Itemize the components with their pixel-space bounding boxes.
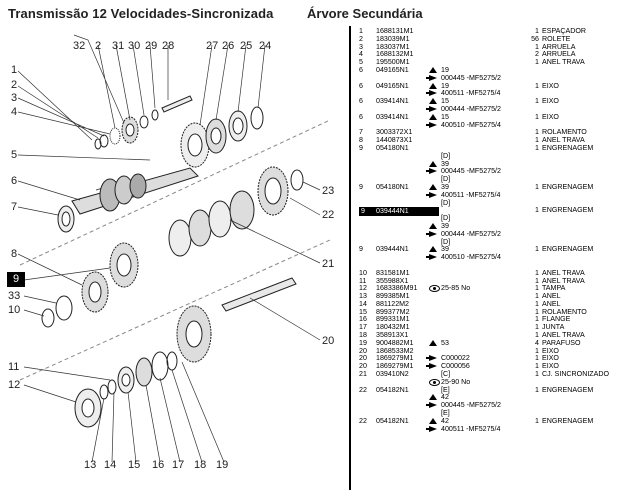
part-number: 899385M1 xyxy=(376,292,410,301)
part-number: 049165N1 xyxy=(376,81,409,90)
eye-icon xyxy=(429,379,440,386)
part-ref: 20 xyxy=(359,346,367,355)
callout-18[interactable]: 18 xyxy=(194,459,207,471)
callout-14[interactable]: 14 xyxy=(104,459,117,471)
part-number: 054180N1 xyxy=(376,143,409,152)
callout-2[interactable]: 2 xyxy=(95,40,102,52)
part-description: EIXO xyxy=(542,112,559,121)
parts-list-row[interactable] xyxy=(359,254,626,262)
callout-6[interactable]: 6 xyxy=(11,175,18,187)
part-number: 180432M1 xyxy=(376,323,410,332)
part-note: 39 xyxy=(441,182,449,191)
part-number: 195500M1 xyxy=(376,58,410,67)
part-number: 039414N1 xyxy=(376,97,409,106)
part-description: ARRUELA xyxy=(542,50,576,59)
part-qty: 1 xyxy=(535,136,539,145)
part-qty: 1 xyxy=(535,307,539,316)
kit-triangle-icon xyxy=(429,114,437,120)
gear-8[interactable] xyxy=(82,272,108,312)
callout-13[interactable]: 13 xyxy=(84,459,97,471)
ring-13[interactable] xyxy=(100,385,108,399)
part-ref: 22 xyxy=(359,385,367,394)
part-number: 039410N2 xyxy=(376,370,409,379)
part-ref: 9 xyxy=(359,143,363,152)
part-number: 899331M1 xyxy=(376,315,410,324)
part-note: C000056 xyxy=(441,362,470,371)
ring-23[interactable] xyxy=(291,170,303,190)
spacer-28[interactable] xyxy=(162,96,192,112)
callout-28[interactable]: 28 xyxy=(162,40,175,52)
part-description: EIXO xyxy=(542,97,559,106)
callout-24[interactable]: 24 xyxy=(259,40,272,52)
bearing-25[interactable] xyxy=(229,111,247,141)
part-qty: 2 xyxy=(535,50,539,59)
part-ref: 19 xyxy=(359,338,367,347)
part-note: 400510 -MF5275/4 xyxy=(441,253,501,262)
part-qty: 1 xyxy=(535,323,539,332)
callout-31[interactable]: 31 xyxy=(112,40,125,52)
part-description: ENGRENAGEM xyxy=(542,385,594,394)
callout-22[interactable]: 22 xyxy=(322,209,335,221)
part-number: 355988X1 xyxy=(376,276,409,285)
parts-list-row[interactable] xyxy=(359,231,626,239)
part-description: ANEL TRAVA xyxy=(542,268,585,277)
part-number: 054182N1 xyxy=(376,416,409,425)
kit-triangle-icon xyxy=(429,394,437,400)
synchro-21[interactable] xyxy=(169,191,254,256)
part-note: 000444 -MF5275/2 xyxy=(441,229,501,238)
arrow-right-icon xyxy=(429,355,437,361)
part-qty: 1 xyxy=(535,97,539,106)
part-qty: 1 xyxy=(535,299,539,308)
page-title: Transmissão 12 Velocidades-Sincronizada xyxy=(8,6,274,21)
part-qty: 1 xyxy=(535,370,539,379)
arrow-right-icon xyxy=(429,168,437,174)
kit-triangle-icon xyxy=(429,340,437,346)
main-shaft-20[interactable] xyxy=(177,278,296,362)
part-note: 000444 -MF5275/2 xyxy=(441,104,501,113)
kit-triangle-icon xyxy=(429,98,437,104)
part-ref: 10 xyxy=(359,268,367,277)
part-number: 054180N1 xyxy=(376,182,409,191)
part-variant-code: [D] xyxy=(441,175,451,184)
part-note: 400511 -MF5275/4 xyxy=(441,89,501,98)
part-note: 15 xyxy=(441,97,449,106)
part-description: ENGRENAGEM xyxy=(542,182,594,191)
parts-list-row[interactable] xyxy=(359,168,626,176)
part-qty: 1 xyxy=(535,416,539,425)
parts-list-row[interactable] xyxy=(359,371,626,379)
callout-30[interactable]: 30 xyxy=(128,40,141,52)
part-description: ROLETE xyxy=(542,34,571,43)
part-ref: 20 xyxy=(359,362,367,371)
part-ref: 9 xyxy=(359,182,363,191)
part-ref: 20 xyxy=(359,354,367,363)
part-number: 039414N1 xyxy=(376,112,409,121)
part-ref: 7 xyxy=(359,128,363,137)
part-variant-code: [E] xyxy=(441,385,450,394)
part-number: 1868533M2 xyxy=(376,346,414,355)
part-description: TAMPA xyxy=(542,284,566,293)
callout-25[interactable]: 25 xyxy=(240,40,253,52)
part-qty: 4 xyxy=(535,338,539,347)
part-ref: 3 xyxy=(359,42,363,51)
ring-18[interactable] xyxy=(167,352,177,370)
part-number: 831581M1 xyxy=(376,268,410,277)
arrow-right-icon xyxy=(429,75,437,81)
part-note: 39 xyxy=(441,221,449,230)
part-number: 1869279M1 xyxy=(376,362,414,371)
callout-8[interactable]: 8 xyxy=(11,248,18,260)
kit-triangle-icon xyxy=(429,83,437,89)
part-description: CJ. SINCRONIZADO xyxy=(542,370,609,379)
part-qty: 1 xyxy=(535,268,539,277)
part-ref: 4 xyxy=(359,50,363,59)
part-qty: 1 xyxy=(535,128,539,137)
part-number: 049165N1 xyxy=(376,65,409,74)
part-note: 39 xyxy=(441,159,449,168)
arrow-right-icon xyxy=(429,363,437,369)
parts-list xyxy=(359,28,626,433)
kit-triangle-icon xyxy=(429,246,437,252)
part-ref: 15 xyxy=(359,307,367,316)
washer-30[interactable] xyxy=(140,116,148,128)
part-variant-code: [D] xyxy=(441,214,451,223)
part-ref: 18 xyxy=(359,331,367,340)
callout-23[interactable]: 23 xyxy=(322,185,335,197)
part-qty: 1 xyxy=(535,58,539,67)
parts-list-row[interactable] xyxy=(359,207,626,215)
cover-12[interactable] xyxy=(75,389,101,427)
part-qty: 1 xyxy=(535,354,539,363)
arrow-right-icon xyxy=(429,231,437,237)
part-description: ENGRENAGEM xyxy=(542,245,594,254)
rollers-2[interactable] xyxy=(110,128,120,144)
kit-triangle-icon xyxy=(429,418,437,424)
part-variant-code: [D] xyxy=(441,151,451,160)
part-ref: 5 xyxy=(359,58,363,67)
part-number: 1688132M1 xyxy=(376,50,414,59)
part-note: 000445 -MF5275/2 xyxy=(441,401,501,410)
part-description: EIXO xyxy=(542,354,559,363)
callout-9-highlighted[interactable]: 9 xyxy=(7,272,25,287)
part-number: 358913X1 xyxy=(376,331,409,340)
part-ref: 2 xyxy=(359,34,363,43)
part-qty: 1 xyxy=(535,276,539,285)
part-note: 25-85 No xyxy=(441,284,471,293)
part-description: ROLAMENTO xyxy=(542,128,587,137)
callout-26[interactable]: 26 xyxy=(222,40,235,52)
part-number: 183039M1 xyxy=(376,34,410,43)
part-qty: 1 xyxy=(535,331,539,340)
part-note: C000022 xyxy=(441,354,470,363)
callout-33[interactable]: 33 xyxy=(8,290,21,302)
part-qty: 1 xyxy=(535,143,539,152)
part-description: FLANGE xyxy=(542,315,571,324)
part-description: ANEL TRAVA xyxy=(542,58,585,67)
part-variant-code: [C] xyxy=(441,370,451,379)
part-note: 000445 -MF5275/2 xyxy=(441,167,501,176)
part-number: 899377M2 xyxy=(376,307,410,316)
part-ref: 9 xyxy=(361,207,365,216)
part-description: ARRUELA xyxy=(542,42,576,51)
part-description: EIXO xyxy=(542,81,559,90)
part-description: JUNTA xyxy=(542,323,565,332)
callout-10[interactable]: 10 xyxy=(8,304,21,316)
column-divider xyxy=(349,26,351,490)
kit-triangle-icon xyxy=(429,223,437,229)
part-qty: 1 xyxy=(535,27,539,35)
part-ref: 8 xyxy=(359,136,363,145)
part-description: EIXO xyxy=(542,346,559,355)
part-number: 039444N1 xyxy=(376,245,409,254)
part-number: 1440873X1 xyxy=(376,136,413,145)
gear-22[interactable] xyxy=(258,167,288,215)
callout-19[interactable]: 19 xyxy=(216,459,229,471)
callout-15[interactable]: 15 xyxy=(128,459,141,471)
callout-5[interactable]: 5 xyxy=(11,149,18,161)
part-note: 400511 -MF5275/4 xyxy=(441,190,501,199)
parts-list-row[interactable] xyxy=(359,145,626,153)
part-note: 19 xyxy=(441,81,449,90)
ring-14[interactable] xyxy=(108,380,116,394)
callout-17[interactable]: 17 xyxy=(172,459,185,471)
ring-24[interactable] xyxy=(251,107,263,129)
bearing-15[interactable] xyxy=(118,367,134,393)
callout-29[interactable]: 29 xyxy=(145,40,158,52)
part-note: 53 xyxy=(441,338,449,347)
callout-3[interactable]: 3 xyxy=(11,92,18,104)
callout-2b[interactable]: 2 xyxy=(11,79,18,91)
gear-31[interactable] xyxy=(122,117,138,143)
parts-list-row[interactable] xyxy=(359,192,626,200)
part-description: ANEL xyxy=(542,299,561,308)
part-description: ANEL xyxy=(542,292,561,301)
part-qty: 56 xyxy=(531,34,539,43)
part-qty: 1 xyxy=(535,182,539,191)
gear-26[interactable] xyxy=(206,119,226,153)
gasket-17[interactable] xyxy=(152,352,168,380)
part-qty: 1 xyxy=(535,81,539,90)
callout-32[interactable]: 32 xyxy=(73,40,86,52)
part-description: ANEL TRAVA xyxy=(542,136,585,145)
part-ref: 11 xyxy=(359,276,367,285)
parts-list-row[interactable] xyxy=(359,426,626,434)
ring-33[interactable] xyxy=(56,296,72,320)
callout-1[interactable]: 1 xyxy=(11,64,18,76)
arrow-right-icon xyxy=(429,122,437,128)
arrow-right-icon xyxy=(429,106,437,112)
part-number: 1683386M91 xyxy=(376,284,418,293)
part-number: 1688131M1 xyxy=(376,27,414,35)
part-ref: 6 xyxy=(359,81,363,90)
part-variant-code: [D] xyxy=(441,198,451,207)
parts-list-row[interactable] xyxy=(359,153,626,161)
part-note: 19 xyxy=(441,65,449,74)
parts-list-row[interactable] xyxy=(359,402,626,410)
parts-list-row[interactable] xyxy=(359,215,626,223)
part-qty: 1 xyxy=(535,385,539,394)
callout-12[interactable]: 12 xyxy=(8,379,21,391)
part-qty: 1 xyxy=(535,42,539,51)
flange-16[interactable] xyxy=(136,358,152,386)
part-number: 183037M1 xyxy=(376,42,410,51)
part-ref: 6 xyxy=(359,65,363,74)
callout-27[interactable]: 27 xyxy=(206,40,219,52)
part-description: ESPAÇADOR xyxy=(542,27,587,35)
callout-7[interactable]: 7 xyxy=(11,201,18,213)
arrow-right-icon xyxy=(429,254,437,260)
part-variant-code: [E] xyxy=(441,409,450,418)
parts-list-row[interactable] xyxy=(359,387,626,395)
part-description: EIXO xyxy=(542,362,559,371)
part-note: 15 xyxy=(441,112,449,121)
part-number: 054182N1 xyxy=(376,385,409,394)
part-ref: 16 xyxy=(359,315,367,324)
part-qty: 1 xyxy=(535,292,539,301)
part-number: 3003372X1 xyxy=(376,128,413,137)
part-qty: 1 xyxy=(535,284,539,293)
callout-11[interactable]: 11 xyxy=(8,361,20,373)
part-qty: 1 xyxy=(535,346,539,355)
part-note: 400510 -MF5275/4 xyxy=(441,120,501,129)
part-description: PARAFUSO xyxy=(542,338,581,347)
gear-27[interactable] xyxy=(181,123,209,167)
part-variant-code: [D] xyxy=(441,237,451,246)
part-description: ENGRENAGEM xyxy=(542,206,594,215)
arrow-right-icon xyxy=(429,192,437,198)
part-ref: 6 xyxy=(359,112,363,121)
part-ref: 21 xyxy=(359,370,367,379)
eye-icon xyxy=(429,285,440,292)
part-ref: 1 xyxy=(359,27,363,35)
callout-16[interactable]: 16 xyxy=(152,459,165,471)
washer-29[interactable] xyxy=(152,110,158,120)
part-note: 42 xyxy=(441,416,449,425)
part-note: 25-90 No xyxy=(441,377,471,386)
part-number: 881122M2 xyxy=(376,299,409,308)
kit-triangle-icon xyxy=(429,67,437,73)
part-note: 39 xyxy=(441,245,449,254)
part-qty: 1 xyxy=(535,362,539,371)
callout-20[interactable]: 20 xyxy=(322,335,335,347)
arrow-right-icon xyxy=(429,426,437,432)
bearing-7[interactable] xyxy=(58,206,74,232)
part-qty: 1 xyxy=(535,245,539,254)
part-number: 039444N1 xyxy=(376,207,409,216)
part-ref: 6 xyxy=(359,97,363,106)
callout-21[interactable]: 21 xyxy=(322,258,335,270)
part-description: ENGRENAGEM xyxy=(542,143,594,152)
part-ref: 22 xyxy=(359,416,367,425)
part-description: ANEL TRAVA xyxy=(542,276,585,285)
part-ref: 9 xyxy=(359,245,363,254)
kit-triangle-icon xyxy=(429,184,437,190)
part-number: 9004882M1 xyxy=(376,338,414,347)
part-ref: 12 xyxy=(359,284,367,293)
gear-9[interactable] xyxy=(110,243,138,287)
part-ref: 13 xyxy=(359,292,367,301)
part-ref: 17 xyxy=(359,323,367,332)
arrow-right-icon xyxy=(429,402,437,408)
section-title: Árvore Secundária xyxy=(307,6,423,21)
ring-10[interactable] xyxy=(42,309,54,327)
part-ref: 14 xyxy=(359,299,367,308)
part-number: 1869279M1 xyxy=(376,354,414,363)
part-qty: 1 xyxy=(535,315,539,324)
part-qty: 1 xyxy=(535,112,539,121)
kit-triangle-icon xyxy=(429,161,437,167)
part-description: ROLAMENTO xyxy=(542,307,587,316)
part-description: ANEL TRAVA xyxy=(542,331,585,340)
callout-4[interactable]: 4 xyxy=(11,106,18,118)
arrow-right-icon xyxy=(429,90,437,96)
part-note: 400511 -MF5275/4 xyxy=(441,424,501,433)
part-qty: 1 xyxy=(535,206,539,215)
part-note: 42 xyxy=(441,393,449,402)
part-note: 000445 -MF5275/2 xyxy=(441,73,501,82)
part-description: ENGRENAGEM xyxy=(542,416,594,425)
